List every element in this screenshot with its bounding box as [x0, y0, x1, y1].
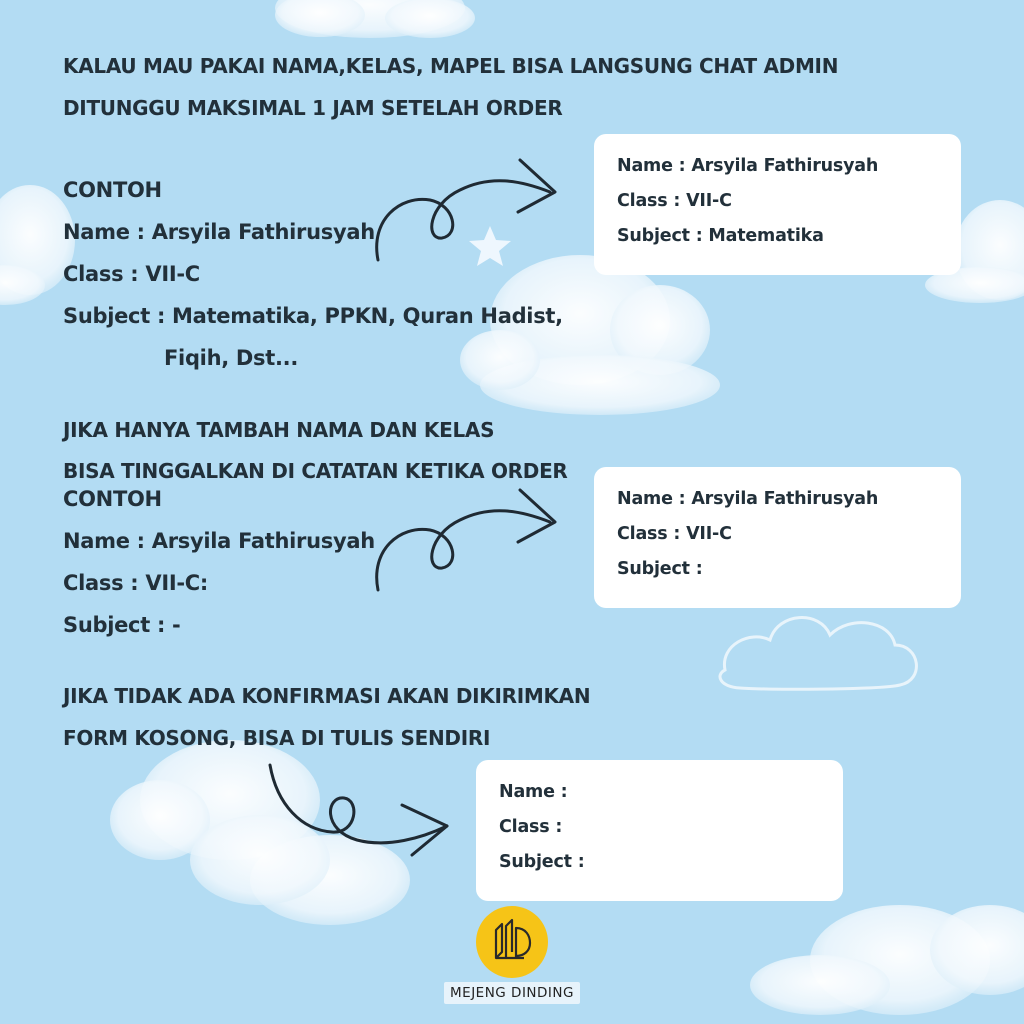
card2-name: Name : Arsyila Fathirusyah	[617, 489, 879, 509]
brand-name: MEJENG DINDING	[450, 985, 574, 1001]
card1-class: Class : VII-C	[617, 191, 732, 211]
example1-subject-cont: Fiqih, Dst...	[164, 346, 299, 370]
section3-line-1: JIKA TIDAK ADA KONFIRMASI AKAN DIKIRIMKAN	[63, 684, 591, 708]
section2-line-1: JIKA HANYA TAMBAH NAMA DAN KELAS	[63, 418, 495, 442]
curly-arrow-icon	[262, 760, 462, 870]
section3-line-2: FORM KOSONG, BISA DI TULIS SENDIRI	[63, 726, 491, 750]
cloud-icon	[750, 905, 1024, 1015]
cloud-icon	[720, 618, 916, 690]
cloud-icon	[0, 185, 75, 305]
example-card-1	[594, 134, 961, 275]
example-card-2	[594, 467, 961, 608]
section2-subject: Subject : -	[63, 613, 181, 637]
brand-logo	[440, 906, 584, 1006]
intro-line-1: KALAU MAU PAKAI NAMA,KELAS, MAPEL BISA LANGSUNG CHAT ADMIN	[63, 54, 839, 78]
example1-subject: Subject : Matematika, PPKN, Quran Hadist,	[63, 304, 563, 328]
curly-arrow-icon	[370, 150, 570, 270]
card2-class: Class : VII-C	[617, 524, 732, 544]
card3-class: Class :	[499, 817, 563, 837]
section2-line-2: BISA TINGGALKAN DI CATATAN KETIKA ORDER	[63, 459, 568, 483]
card2-subject: Subject :	[617, 559, 703, 579]
intro-line-2: DITUNGGU MAKSIMAL 1 JAM SETELAH ORDER	[63, 96, 563, 120]
section2-heading: CONTOH	[63, 487, 162, 511]
card1-subject: Subject : Matematika	[617, 226, 824, 246]
example1-name: Name : Arsyila Fathirusyah	[63, 220, 375, 244]
section2-class: Class : VII-C:	[63, 571, 209, 595]
cloud-icon	[275, 0, 475, 38]
logo-icon	[476, 906, 548, 978]
card1-name: Name : Arsyila Fathirusyah	[617, 156, 879, 176]
curly-arrow-icon	[370, 485, 570, 605]
example1-heading: CONTOH	[63, 178, 162, 202]
example1-class: Class : VII-C	[63, 262, 200, 286]
section2-name: Name : Arsyila Fathirusyah	[63, 529, 375, 553]
card3-subject: Subject :	[499, 852, 585, 872]
card3-name: Name :	[499, 782, 568, 802]
blank-form-card	[476, 760, 843, 901]
cloud-icon	[460, 255, 720, 415]
